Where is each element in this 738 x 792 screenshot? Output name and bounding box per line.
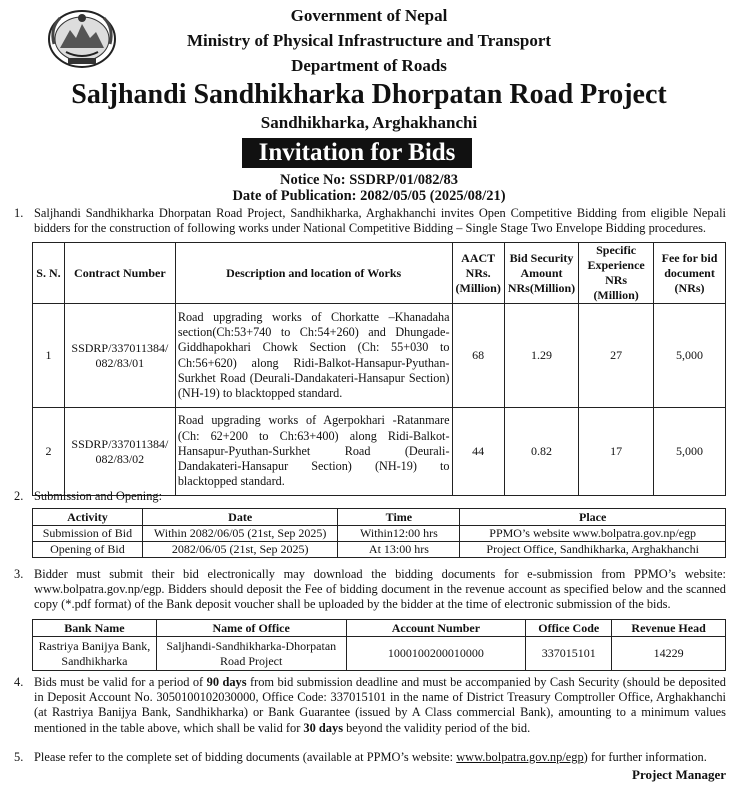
header-government: Government of Nepal (290, 6, 448, 25)
bank-table (32, 619, 726, 671)
item-5-text: Please refer to the complete set of bidding documents (available at PPMO’s website: www.bolpatra.gov.np/egp) for further information. (34, 750, 707, 764)
header-code: Office Code (526, 620, 612, 637)
header-sn: S. N. (33, 243, 65, 304)
item-3-number: 3. (14, 567, 24, 581)
item-4-text: Bids must be valid for a period of 90 days from bid submission deadline and must be accompanied by Cash Security (should be deposited in Deposit Account No. 3050100102030000, Office Code: 337015101 in the name of District Treasury Comptroller Office, Arghakhanchi (at Rastriya Banijya Bank, Sandhikharka) or Bank Guarantee (issued by A Class commercial Bank), amounting to a minimum values mentioned in the table above, which shall be valid for 30 days beyond the validity period of the bid. (34, 675, 727, 735)
row-place: PPMO’s website www.bolpatra.gov.np/egp (460, 526, 726, 542)
row-security: 1.29 (504, 304, 578, 408)
header-account: Account Number (346, 620, 526, 637)
notice-number: Notice No: SSDRP/01/082/83 (279, 172, 458, 188)
row-contract: SSDRP/337011384/ 082/83/02 (64, 408, 175, 496)
row-activity: Opening of Bid (33, 542, 143, 558)
row-activity: Submission of Bid (33, 526, 143, 542)
row-code: 337015101 (526, 637, 612, 671)
item-1-text: Saljhandi Sandhikharka Dhorpatan Road Project, Sandhikharka, Arghakhanchi invites Open Competitive Bidding from eligible Nepali bidders for the construction of following works under National Competitive Bidding – Single Stage Two Envelope Bidding procedures. (34, 206, 726, 236)
item-4-number: 4. (14, 675, 24, 689)
row-security: 0.82 (504, 408, 578, 496)
item-1-number: 1. (14, 206, 24, 220)
row-description: Road upgrading works of Chorkatte –Khanadaha section(Ch:53+740 to Ch:54+260) and Dhungade-Giddhapokhari Chowk Section (Ch: 55+030 to Ch:56+620) along Ridi-Balkot-Hansapur-Pyuthan-Surkhet Road (Deurali-Dandakateri-Hansapur Section) (NH-19) to blacktopped standard. (175, 304, 452, 408)
row-description: Road upgrading works of Agerpokhari -Ratanmare (Ch: 62+200 to Ch:63+400) along Ridi-Balkot-Hansapur-Pyuthan-Surkhet Road (Deurali-Dandakateri-Hansapur Section) (NH-19) to blacktopped standard. (175, 408, 452, 496)
row-aact: 44 (452, 408, 504, 496)
header-ministry: Ministry of Physical Infrastructure and Transport (186, 31, 552, 50)
header-place: Place (460, 509, 726, 526)
header-date: Date (142, 509, 338, 526)
item-5-number: 5. (14, 750, 24, 764)
row-sn: 1 (33, 304, 65, 408)
header-fee: Fee for bid document (NRs) (654, 243, 726, 304)
invitation-banner: Invitation for Bids (242, 138, 472, 168)
row-account: 1000100200010000 (346, 637, 526, 671)
header-contract: Contract Number (64, 243, 175, 304)
item-2-number: 2. (14, 489, 24, 503)
submission-table (32, 508, 726, 558)
ppmo-website-link[interactable]: www.bolpatra.gov.np/egp (456, 750, 584, 764)
table-row (33, 542, 726, 558)
row-office: Saljhandi-Sandhikharka-Dhorpatan Road Project (156, 637, 346, 671)
table-row (33, 526, 726, 542)
header-office: Name of Office (156, 620, 346, 637)
row-time: At 13:00 hrs (338, 542, 460, 558)
item-3-text: Bidder must submit their bid electronically may download the bidding documents for e-submission from PPMO’s website: www.bolpatra.gov.np/egp. Bidders should deposit the Fee of bidding document in the revenue account as specified below and the scanned copy (*.pdf format) of the Bank deposit voucher shall be uploaded by the bidder at the time of electronic submission of the bids. (34, 567, 726, 612)
row-sn: 2 (33, 408, 65, 496)
row-aact: 68 (452, 304, 504, 408)
table-row (33, 304, 726, 408)
header-activity: Activity (33, 509, 143, 526)
header-time: Time (338, 509, 460, 526)
header-description: Description and location of Works (175, 243, 452, 304)
project-location: Sandhikharka, Arghakhanchi (260, 113, 478, 132)
row-date: Within 2082/06/05 (21st, Sep 2025) (142, 526, 338, 542)
row-revenue: 14229 (612, 637, 726, 671)
row-fee: 5,000 (654, 304, 726, 408)
table-row (33, 408, 726, 496)
row-place: Project Office, Sandhikharka, Arghakhanchi (460, 542, 726, 558)
row-experience: 17 (579, 408, 654, 496)
signature-project-manager: Project Manager (632, 767, 726, 782)
row-experience: 27 (579, 304, 654, 408)
row-time: Within12:00 hrs (338, 526, 460, 542)
header-security: Bid Security Amount NRs(Million) (504, 243, 578, 304)
table-row (33, 637, 726, 671)
header-bank: Bank Name (33, 620, 157, 637)
header-aact: AACT NRs. (Million) (452, 243, 504, 304)
row-bank: Rastriya Banijya Bank, Sandhikharka (33, 637, 157, 671)
row-date: 2082/06/05 (21st, Sep 2025) (142, 542, 338, 558)
row-fee: 5,000 (654, 408, 726, 496)
project-title: Saljhandi Sandhikharka Dhorpatan Road Project (71, 79, 667, 110)
works-table (32, 242, 726, 496)
header-revenue: Revenue Head (612, 620, 726, 637)
header-experience: Specific Experience NRs (Million) (579, 243, 654, 304)
item-2-text: Submission and Opening: (34, 489, 163, 503)
publication-date: Date of Publication: 2082/05/05 (2025/08/21) (232, 188, 506, 204)
header-department: Department of Roads (291, 56, 447, 75)
row-contract: SSDRP/337011384/ 082/83/01 (64, 304, 175, 408)
